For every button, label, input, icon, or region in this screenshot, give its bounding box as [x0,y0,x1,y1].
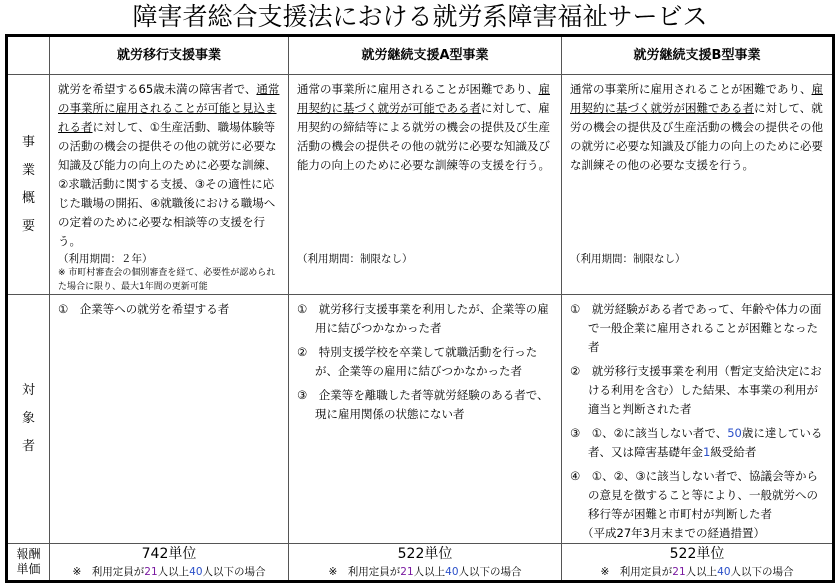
row-label-target [7,295,50,544]
fee-transition [50,544,289,582]
text: ③ ①、②に該当しない者で、 [570,426,728,440]
fee-condition [50,564,288,580]
target-item: ② 特別支援学校を卒業して就職活動を行ったが、企業等の雇用に結びつかなかった者 [297,345,538,378]
target-item: ① 就労経験がある者であって、年齢や体力の面で一般企業に雇用されることが困難となった者 [570,302,822,354]
transitional-note: （平成27年3月末までの経過措置） [582,526,765,540]
fee-amount: 522単位 [669,546,725,562]
target-item: ① 企業等への就労を希望する者 [58,302,230,316]
fee-amount: 742単位 [141,546,197,562]
overview-text [58,80,282,248]
overview-text [297,80,555,240]
target-item: ② 就労移行支援事業を利用（暫定支給決定における利用を含む）した結果、本事業の利用が適当と判断された者 [570,364,822,416]
highlight-number: 40 [189,566,203,578]
column-header-type-a: 就労継続支援A型事業 [289,36,562,75]
text: 就労を希望する65歳未満の障害者で、 [58,82,257,96]
row-label-overview [7,75,50,295]
overview-type-a [289,75,562,295]
highlight-number: 1 [703,445,711,459]
usage-period: （利用期間：制限なし） [297,253,413,265]
underlined-text: 通常の事業所に雇用されることが可能と見込まれる者 [58,82,280,134]
overview-row [7,75,834,295]
corner-cell [7,36,50,75]
highlight-number: 40 [445,566,459,578]
label-char: 要 [21,218,35,234]
label-line: 報酬 [16,547,41,561]
text: ※ 利用定員が [328,566,401,578]
fee-type-a [289,544,562,582]
text: 歳に達している者、又は障害基礎年金 [588,426,823,459]
fee-type-b [562,544,834,582]
label-char: 事 [21,134,35,150]
text: 人以上 [157,566,190,578]
target-item: ③ 企業等を離職した者等就労経験のある者で、現に雇用関係の状態にない者 [297,388,549,421]
column-header-transition: 就労移行支援事業 [50,36,289,75]
highlight-number: 40 [717,566,731,578]
target-item: ④ ①、②、③に該当しない者で、協議会等からの意見を徴すること等により、一般就労への移行等が困難と市町村が判断した者 [570,469,819,521]
text: 通常の事業所に雇用されることが困難であり、 [297,82,539,96]
text: ※ 利用定員が [72,566,145,578]
column-header-type-b: 就労継続支援B型事業 [562,36,834,75]
label-char: 業 [21,162,35,178]
text: 人以上 [413,566,446,578]
target-item: ① 就労移行支援事業を利用したが、企業等の雇用に結びつかなかった者 [297,302,549,335]
text: に対して、雇用契約の締結等による就労の機会の提供及び生産活動の機会の提供その他の就労に必要な知識及び能力の向上のために必要な訓練等の支援を行う。 [297,101,550,172]
label-char: 概 [21,190,35,206]
label-char: 象 [21,411,35,426]
target-item [570,424,826,462]
target-type-a [289,295,562,544]
usage-period: （利用期間：制限なし） [570,253,686,265]
renewal-note: ※ 市町村審査会の個別審査を経て、必要性が認められた場合に限り、最大1年間の更新可能 [58,268,276,292]
text: に対して、①生産活動、職場体験等の活動の機会の提供その他の就労に必要な知識及び能力の向上のために必要な訓練、②求職活動に関する支援、③その適性に応じた職場の開拓、④就職後における職場への定着のために必要な相談等の支援を行う。 [58,120,277,248]
fee-condition [562,564,832,580]
label-char: 者 [21,439,35,454]
row-label-fee [7,544,50,582]
label-line: 単価 [16,562,41,576]
target-type-b [562,295,834,544]
text: 人以下の場合 [730,566,794,578]
fee-condition [289,564,561,580]
usage-period: （利用期間：２年） [58,253,153,265]
overview-type-b [562,75,834,295]
fee-row [7,544,834,582]
fee-amount: 522単位 [397,546,453,562]
highlight-number: 50 [727,426,742,440]
highlight-number: 21 [144,566,158,578]
underlined-text: 雇用契約に基づく就労が困難である者 [570,82,823,115]
target-transition [50,295,289,544]
page-title: 障害者総合支援法における就労系障害福祉サービス [132,2,708,31]
text: 通常の事業所に雇用されることが困難であり、 [570,82,812,96]
label-char: 対 [21,383,35,398]
highlight-number: 21 [672,566,686,578]
services-table [5,34,835,583]
text: 人以上 [685,566,718,578]
target-row [7,295,834,544]
text: 人以下の場合 [202,566,266,578]
text: に対して、就労の機会の提供及び生産活動の機会の提供その他の就労に必要な知識及び能力の向上のために必要な訓練その他の必要な支援を行う。 [570,101,823,172]
underlined-text: 雇用契約に基づく就労が可能である者 [297,82,550,115]
text: 級受給者 [710,445,757,459]
overview-text [570,80,826,240]
highlight-number: 21 [400,566,414,578]
overview-transition [50,75,289,295]
text: ※ 利用定員が [600,566,673,578]
text: 人以下の場合 [458,566,522,578]
header-row [7,36,834,75]
